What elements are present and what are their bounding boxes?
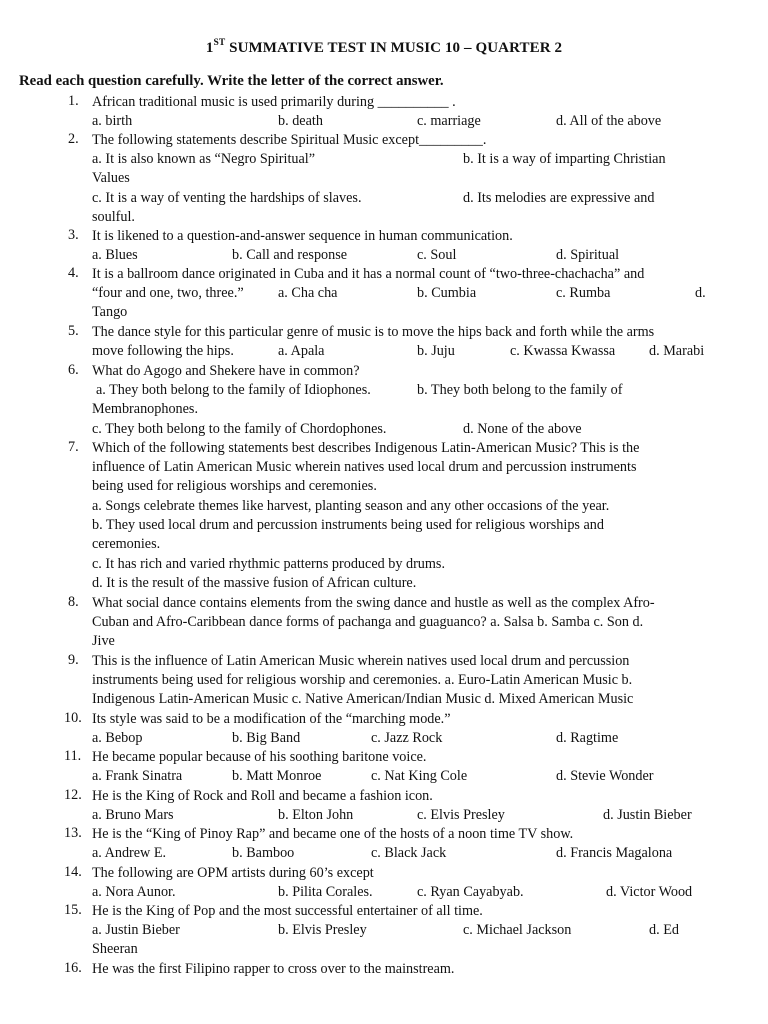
question-number: 8. — [68, 594, 79, 610]
question-text: African traditional music is used primarily during __________ . — [92, 94, 456, 110]
option-b: b. Matt Monroe — [232, 768, 322, 784]
question-number: 12. — [64, 787, 82, 803]
option-c: c. Soul — [417, 247, 457, 263]
question-text-line-2: move following the hips. — [92, 343, 234, 359]
question-text-line-2: instruments being used for religious worship and ceremonies. a. Euro-Latin American Music b. — [92, 672, 633, 688]
option-c: c. Nat King Cole — [371, 768, 468, 784]
option-d-continued: soulful. — [92, 209, 135, 225]
option-b: b. It is a way of imparting Christian — [463, 151, 666, 167]
option-c: c. Michael Jackson — [463, 922, 572, 938]
option-a: a. It is also known as “Negro Spiritual” — [92, 151, 316, 167]
question-number: 1. — [68, 93, 79, 109]
option-c: c. Kwassa Kwassa — [510, 343, 616, 359]
instructions: Read each question carefully. Write the letter of the correct answer. — [19, 73, 444, 89]
question-number: 10. — [64, 710, 82, 726]
option-d: d. All of the above — [556, 113, 662, 129]
option-a: a. Nora Aunor. — [92, 884, 176, 900]
question-number: 13. — [64, 825, 82, 841]
option-b-continued: Membranophones. — [92, 401, 198, 417]
option-c: c. Rumba — [556, 285, 611, 301]
option-a: a. Justin Bieber — [92, 922, 180, 938]
title-text: SUMMATIVE TEST IN MUSIC 10 – QUARTER 2 — [225, 40, 563, 56]
option-d: d. — [695, 285, 706, 301]
option-c: c. Jazz Rock — [371, 730, 443, 746]
option-b: b. They used local drum and percussion instruments being used for religious worships and — [92, 517, 604, 533]
option-c: c. Black Jack — [371, 845, 447, 861]
option-a: a. They both belong to the family of Idiophones. — [96, 382, 371, 398]
option-c: c. It has rich and varied rhythmic patterns produced by drums. — [92, 556, 446, 572]
option-b: b. death — [278, 113, 323, 129]
option-c: c. marriage — [417, 113, 481, 129]
question-text: He was the first Filipino rapper to cross over to the mainstream. — [92, 961, 455, 977]
question-text: What do Agogo and Shekere have in common? — [92, 363, 360, 379]
option-d: d. Marabi — [649, 343, 705, 359]
option-d: d. Its melodies are expressive and — [463, 190, 655, 206]
question-number: 3. — [68, 227, 79, 243]
question-number: 5. — [68, 323, 79, 339]
option-b-continued: Values — [92, 170, 130, 186]
option-b: b. Elvis Presley — [278, 922, 367, 938]
option-d: d. Stevie Wonder — [556, 768, 654, 784]
title-superscript: ST — [213, 38, 226, 48]
option-d: d. Spiritual — [556, 247, 620, 263]
question-text: It is a ballroom dance originated in Cuba and it has a normal count of “two-three-chachacha” and — [92, 266, 645, 282]
option-b: b. Pilita Corales. — [278, 884, 373, 900]
question-text: He is the “King of Pinoy Rap” and became one of the hosts of a noon time TV show. — [92, 826, 574, 842]
question-number: 2. — [68, 131, 79, 147]
option-a: a. Songs celebrate themes like harvest, planting season and any other occasions of the year. — [92, 498, 610, 514]
option-b: b. Elton John — [278, 807, 354, 823]
option-b-continued: ceremonies. — [92, 536, 161, 552]
question-text: This is the influence of Latin American Music wherein natives used local drum and percussion — [92, 653, 630, 669]
option-a: a. Frank Sinatra — [92, 768, 183, 784]
question-number: 14. — [64, 864, 82, 880]
question-text-line-2: “four and one, two, three.” — [92, 285, 244, 301]
option-c: c. It is a way of venting the hardships of slaves. — [92, 190, 362, 206]
option-d-continued: Tango — [92, 304, 128, 320]
question-text: He is the King of Pop and the most successful entertainer of all time. — [92, 903, 483, 919]
option-a: a. birth — [92, 113, 133, 129]
title-number: 1 — [205, 40, 214, 56]
question-number: 6. — [68, 362, 79, 378]
option-d: d. None of the above — [463, 421, 582, 437]
question-text: The following statements describe Spiritual Music except_________. — [92, 132, 487, 148]
option-a: a. Cha cha — [278, 285, 338, 301]
option-c: c. They both belong to the family of Chordophones. — [92, 421, 387, 437]
question-text: Which of the following statements best describes Indigenous Latin-American Music? This is the — [92, 440, 640, 456]
question-text-line-2: influence of Latin American Music wherein natives used local drum and percussion instruments — [92, 459, 637, 475]
option-b: b. Cumbia — [417, 285, 477, 301]
option-a: a. Bruno Mars — [92, 807, 174, 823]
question-text-line-2: Cuban and Afro-Caribbean dance forms of pachanga and guaguanco? a. Salsa b. Samba c. Son d. — [92, 614, 644, 630]
question-text: Its style was said to be a modification of the “marching mode.” — [92, 711, 451, 727]
option-a: a. Bebop — [92, 730, 143, 746]
option-b: b. Call and response — [232, 247, 348, 263]
option-b: b. Big Band — [232, 730, 301, 746]
question-text-line-3: Indigenous Latin-American Music c. Native American/Indian Music d. Mixed American Music — [92, 691, 634, 707]
question-number: 9. — [68, 652, 79, 668]
option-d: d. It is the result of the massive fusion of African culture. — [92, 575, 417, 591]
question-text-line-3: being used for religious worships and ceremonies. — [92, 478, 377, 494]
question-number: 4. — [68, 265, 79, 281]
question-text: The dance style for this particular genre of music is to move the hips back and forth while the arms — [92, 324, 655, 340]
option-a: a. Andrew E. — [92, 845, 167, 861]
question-text: What social dance contains elements from the swing dance and hustle as well as the complex Afro- — [92, 595, 655, 611]
option-d: d. Ed — [649, 922, 679, 938]
question-number: 7. — [68, 439, 79, 455]
question-number: 16. — [64, 960, 82, 976]
option-d-continued: Sheeran — [92, 941, 138, 957]
option-d: d. Francis Magalona — [556, 845, 673, 861]
question-text: He became popular because of his soothing baritone voice. — [92, 749, 427, 765]
question-text-line-3: Jive — [92, 633, 115, 649]
page-title — [0, 40, 768, 57]
option-d: d. Victor Wood — [606, 884, 693, 900]
question-text: The following are OPM artists during 60’s except — [92, 865, 374, 881]
question-number: 15. — [64, 902, 82, 918]
question-text: It is likened to a question-and-answer sequence in human communication. — [92, 228, 513, 244]
option-c: c. Ryan Cayabyab. — [417, 884, 524, 900]
question-text: He is the King of Rock and Roll and became a fashion icon. — [92, 788, 433, 804]
option-b: b. Bamboo — [232, 845, 295, 861]
question-number: 11. — [64, 748, 82, 764]
option-b: b. They both belong to the family of — [417, 382, 623, 398]
option-c: c. Elvis Presley — [417, 807, 505, 823]
option-d: d. Ragtime — [556, 730, 619, 746]
option-d: d. Justin Bieber — [603, 807, 692, 823]
option-a: a. Blues — [92, 247, 138, 263]
option-a: a. Apala — [278, 343, 325, 359]
option-b: b. Juju — [417, 343, 455, 359]
